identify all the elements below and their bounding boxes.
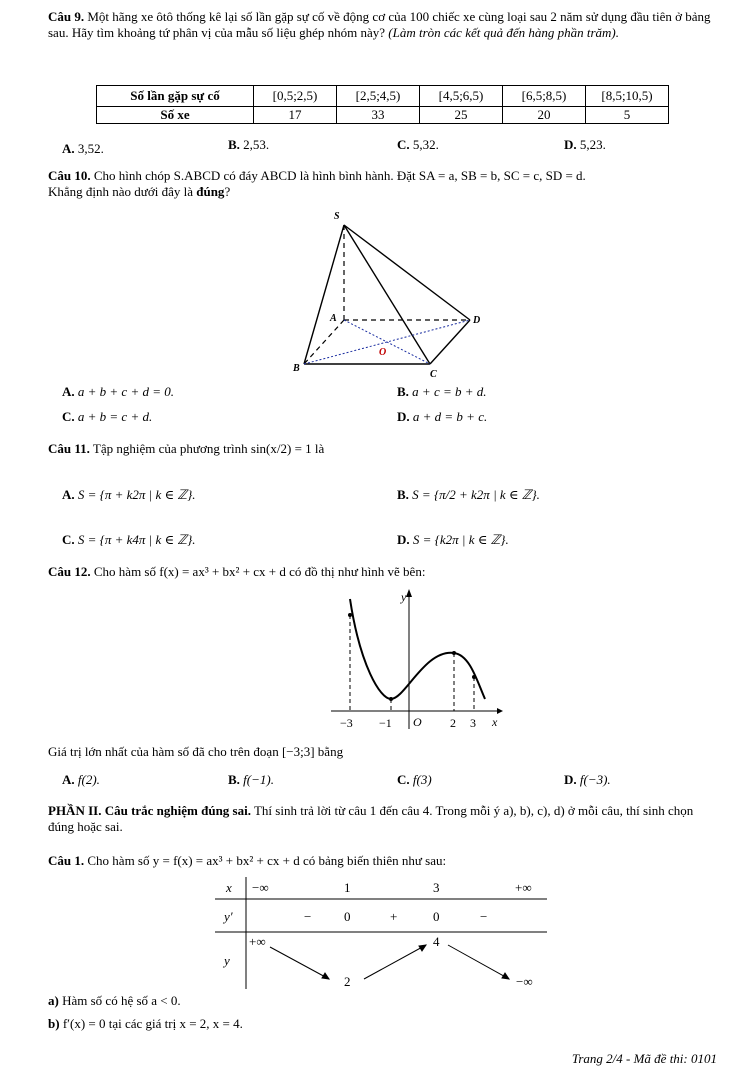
vt-y-value: 2 <box>344 974 351 989</box>
y-axis-label: y <box>401 590 407 604</box>
tick-label: −3 <box>340 716 353 730</box>
table-cell: [4,5;6,5) <box>420 86 503 107</box>
question-9-label: Câu 9. <box>48 9 85 24</box>
option-b[interactable]: B. 2,53. <box>228 137 270 152</box>
table-cell: [6,5;8,5) <box>503 86 586 107</box>
vt-x-value: 3 <box>433 880 440 895</box>
table-cell: 25 <box>420 107 503 124</box>
vt-y-label: y <box>224 953 230 968</box>
question-11 <box>48 441 718 457</box>
option-d[interactable]: D. S = {k2π | k ∈ ℤ}. <box>397 532 509 547</box>
table-cell: [2,5;4,5) <box>337 86 420 107</box>
cubic-graph <box>325 585 505 735</box>
vt-sign: − <box>304 909 312 924</box>
question-9 <box>48 9 718 41</box>
table-cell: 20 <box>503 107 586 124</box>
label-d: D <box>473 315 481 326</box>
x-axis-label: x <box>492 715 498 729</box>
option-d[interactable]: D. f(−3). <box>564 772 611 787</box>
option-d[interactable]: D. 5,23. <box>564 137 606 152</box>
option-b[interactable]: B. S = {π/2 + k2π | k ∈ ℤ}. <box>397 487 540 502</box>
table-cell: [0,5;2,5) <box>254 86 337 107</box>
vt-sign: 0 <box>433 909 440 924</box>
question-9-text: Một hãng xe ôtô thống kê lại số lần gặp sự cố về động cơ của 100 chiếc xe cùng loại sau 2 năm sử dụng đầu tiên ở bảng sau. Hãy tìm khoảng tứ phân vị của mẫu số liệu ghép nhóm này? <box>48 9 711 40</box>
question-10-text: Cho hình chóp S.ABCD có đáy ABCD là hình bình hành. Đặt SA = a, SB = b, SC = c, SD = d. <box>93 168 586 183</box>
label-o: O <box>379 347 387 358</box>
tick-label: −1 <box>379 716 392 730</box>
part-2-question-1-label: Câu 1. <box>48 853 85 868</box>
table-cell: 33 <box>337 107 420 124</box>
page-footer: Trang 2/4 - Mã đề thi: 0101 <box>571 1051 717 1066</box>
question-11-text: Tập nghiệm của phương trình sin(x/2) = 1 là <box>92 441 325 456</box>
question-12 <box>48 564 718 580</box>
question-11-label: Câu 11. <box>48 441 90 456</box>
vt-x-value: −∞ <box>252 880 269 895</box>
label-b: B <box>293 363 300 374</box>
label-c: C <box>430 369 437 380</box>
part-2-question-1 <box>48 853 718 869</box>
question-12-label: Câu 12. <box>48 564 91 579</box>
vt-x-label: x <box>226 880 232 895</box>
label-a: A <box>330 313 337 324</box>
question-10-label: Câu 10. <box>48 168 91 183</box>
vt-sign: − <box>480 909 488 924</box>
question-9-note: (Làm tròn các kết quả đến hàng phần trăm). <box>388 25 619 40</box>
option-a[interactable]: A. 3,52. <box>62 141 104 156</box>
vt-y-value: +∞ <box>249 934 266 949</box>
table-cell: [8,5;10,5) <box>586 86 669 107</box>
pyramid-figure <box>290 205 490 380</box>
option-c[interactable]: C. 5,32. <box>397 137 439 152</box>
part-2-header <box>48 803 718 835</box>
option-a[interactable]: A. f(2). <box>62 772 100 787</box>
table-cell: 17 <box>254 107 337 124</box>
vt-sign: + <box>390 909 398 924</box>
part-2-instructions: Thí sinh trả lời từ câu 1 đến câu 4. Trong mỗi ý a), b), c), d) ở mỗi câu, thí sinh chọn đúng hoặc sai. <box>48 803 694 834</box>
vt-x-value: +∞ <box>515 880 532 895</box>
vt-y-value: 4 <box>433 934 440 949</box>
table-header-cell: Số lần gặp sự cố <box>97 86 254 107</box>
table-cell: 5 <box>586 107 669 124</box>
question-12-text: Cho hàm số f(x) = ax³ + bx² + cx + d có đồ thị như hình vẽ bên: <box>93 564 426 579</box>
question-12-prompt: Giá trị lớn nhất của hàm số đã cho trên đoạn [−3;3] bằng <box>48 744 344 759</box>
variation-table <box>212 873 552 991</box>
part-2-title: PHẦN II. Câu trắc nghiệm đúng sai. <box>48 803 251 818</box>
tick-label: 3 <box>470 716 476 730</box>
table-header-cell: Số xe <box>97 107 254 124</box>
item-b: b) f′(x) = 0 tại các giá trị x = 2, x = 4. <box>48 1016 243 1031</box>
option-c[interactable]: C. a + b = c + d. <box>62 409 153 424</box>
vt-sign: 0 <box>344 909 351 924</box>
tick-label: 2 <box>450 716 456 730</box>
question-10: Câu 10. Cho hình chóp S.ABCD có đáy ABCD là hình bình hành. Đặt SA = a, SB = b, SC = c, SD = d. Khẳng định nào dưới đây là đúng? <box>48 168 586 199</box>
vt-x-value: 1 <box>344 880 351 895</box>
data-table <box>96 85 669 124</box>
item-a: a) Hàm số có hệ số a < 0. <box>48 993 181 1008</box>
origin-label: O <box>413 715 422 729</box>
option-b[interactable]: B. f(−1). <box>228 772 274 787</box>
option-a[interactable]: A. S = {π + k2π | k ∈ ℤ}. <box>62 487 196 502</box>
option-b[interactable]: B. a + c = b + d. <box>397 384 487 399</box>
option-c[interactable]: C. f(3) <box>397 772 432 787</box>
option-c[interactable]: C. S = {π + k4π | k ∈ ℤ}. <box>62 532 196 547</box>
label-s: S <box>334 211 340 222</box>
vt-y-value: −∞ <box>516 974 533 989</box>
part-2-question-1-text: Cho hàm số y = f(x) = ax³ + bx² + cx + d có bảng biến thiên như sau: <box>87 853 447 868</box>
option-a[interactable]: A. a + b + c + d = 0. <box>62 384 175 399</box>
option-d[interactable]: D. a + d = b + c. <box>397 409 488 424</box>
vt-yp-label: y′ <box>224 909 233 924</box>
